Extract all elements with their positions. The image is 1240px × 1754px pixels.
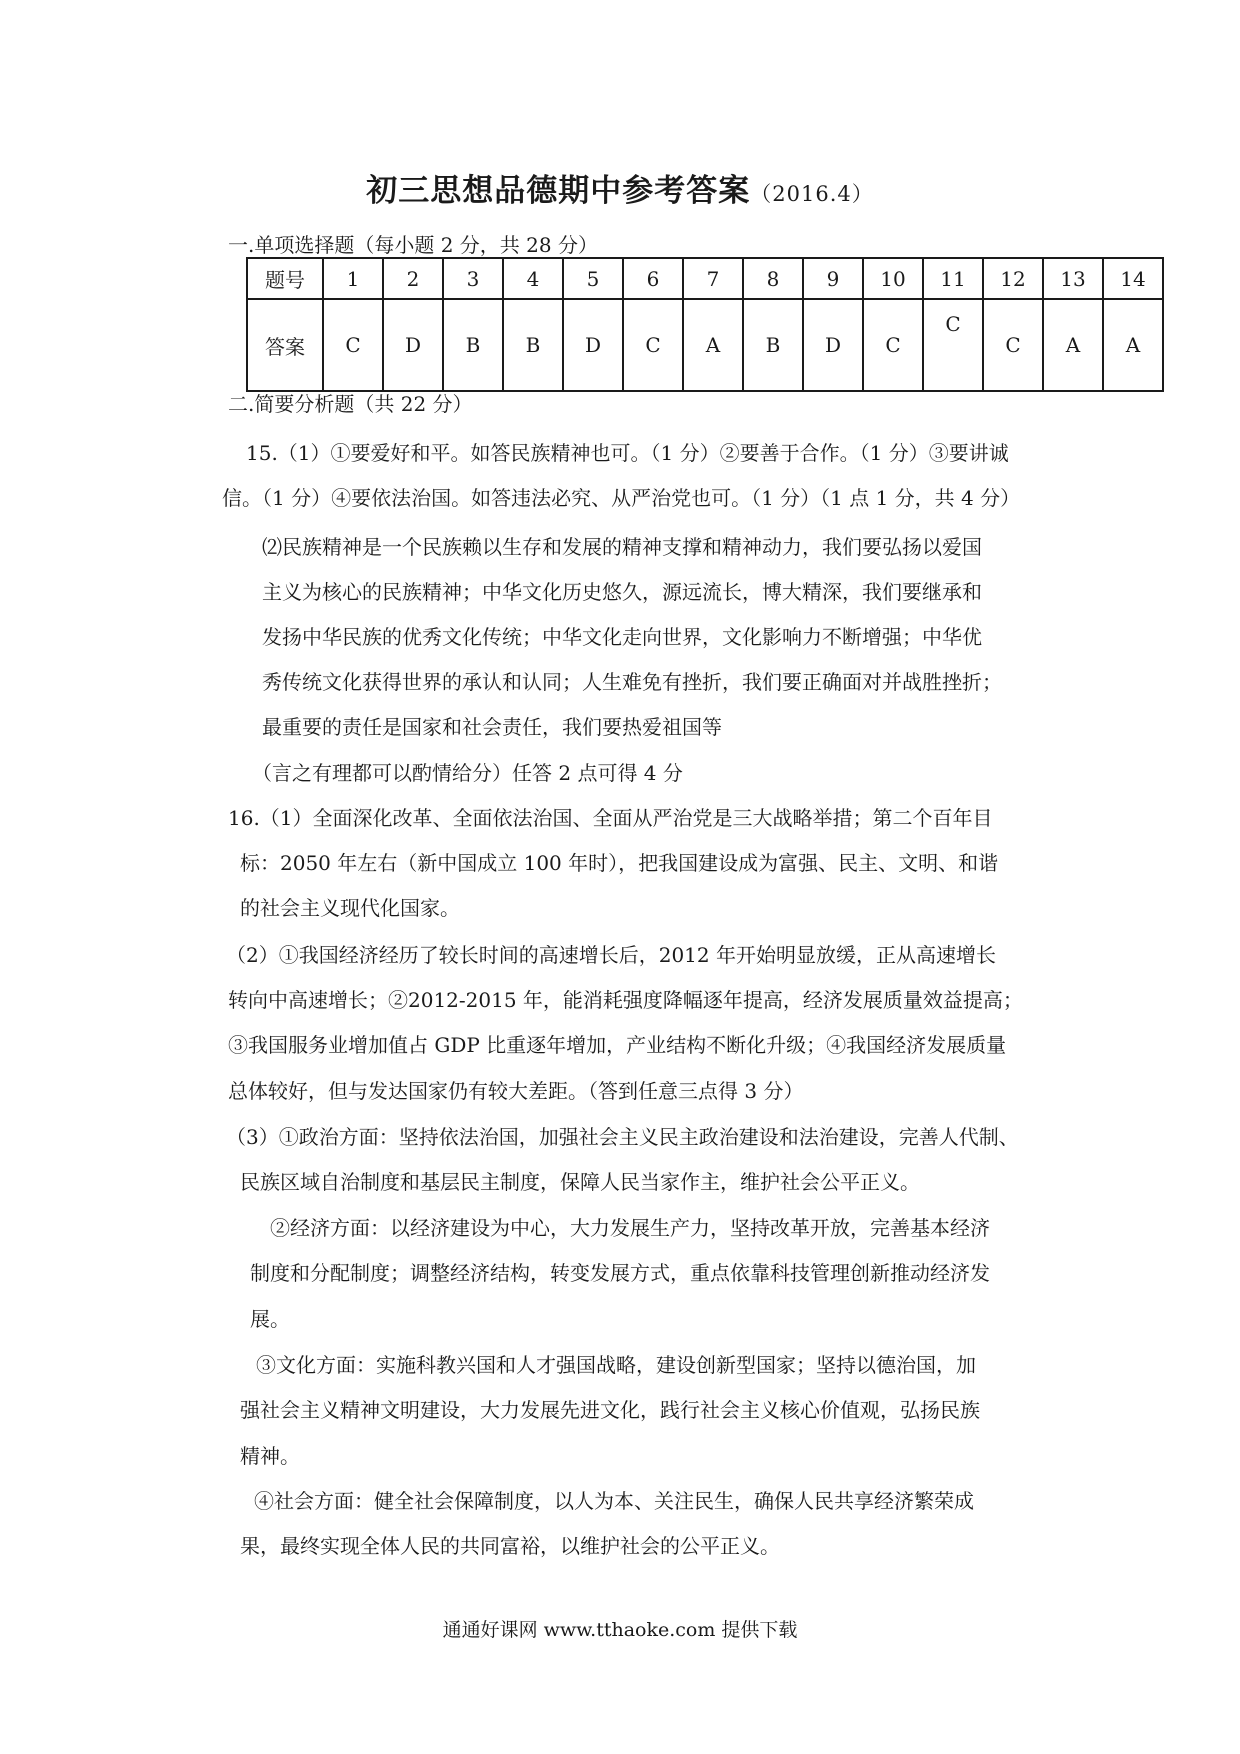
question-number: 3 [443, 258, 503, 299]
answer-cell: A [683, 299, 743, 391]
question-number: 10 [863, 258, 923, 299]
section1-heading: 一.单项选择题（每小题 2 分，共 28 分） [228, 233, 598, 257]
question-number: 2 [383, 258, 443, 299]
answer-line: 精神。 [240, 1444, 300, 1468]
question-number: 8 [743, 258, 803, 299]
answer-line: 展。 [250, 1307, 290, 1331]
answer-cell: B [443, 299, 503, 391]
row-label-question: 题号 [247, 258, 323, 299]
question-number: 1 [323, 258, 383, 299]
answer-cell: C [863, 299, 923, 391]
answer-cell: B [743, 299, 803, 391]
answer-line: （3）①政治方面：坚持依法治国，加强社会主义民主政治建设和法治建设，完善人代制、 [226, 1125, 1019, 1149]
answer-line: ③文化方面：实施科教兴国和人才强国战略，建设创新型国家；坚持以德治国，加 [256, 1353, 976, 1377]
question-number: 11 [923, 258, 983, 299]
answer-line: （言之有理都可以酌情给分）任答 2 点可得 4 分 [252, 761, 683, 785]
answer-line: 标：2050 年左右（新中国成立 100 年时），把我国建设成为富强、民主、文明、和谐 [240, 851, 999, 875]
answer-line: ③我国服务业增加值占 GDP 比重逐年增加，产业结构不断化升级；④我国经济发展质量 [228, 1033, 1007, 1057]
answer-line: 主义为核心的民族精神；中华文化历史悠久，源远流长，博大精深，我们要继承和 [262, 580, 982, 604]
footer-text: 通通好课网 www.tthaoke.com 提供下载 [442, 1619, 798, 1641]
question-number: 14 [1103, 258, 1163, 299]
title-date: （2016.4） [750, 182, 874, 206]
answer-cell: A [1103, 299, 1163, 391]
question-number: 4 [503, 258, 563, 299]
answer-line: 果，最终实现全体人民的共同富裕，以维护社会的公平正义。 [240, 1534, 780, 1558]
answer-cell: B [503, 299, 563, 391]
answer-cell: C [923, 299, 983, 391]
page-title [0, 165, 1240, 210]
answer-line: ②经济方面：以经济建设为中心，大力发展生产力，坚持改革开放，完善基本经济 [270, 1216, 990, 1240]
title-main: 初三思想品德期中参考答案 [366, 173, 751, 209]
answer-line: 民族区域自治制度和基层民主制度，保障人民当家作主，维护社会公平正义。 [240, 1170, 920, 1194]
question-number: 5 [563, 258, 623, 299]
answer-cell: A [1043, 299, 1103, 391]
answer-line: 15.（1）①要爱好和平。如答民族精神也可。（1 分）②要善于合作。（1 分）③要讲诚 [246, 441, 1009, 465]
answer-cell: C [323, 299, 383, 391]
answer-line: 秀传统文化获得世界的承认和认同；人生难免有挫折，我们要正确面对并战胜挫折； [262, 670, 1002, 694]
answer-cell: D [383, 299, 443, 391]
table-row-answers [247, 299, 1163, 391]
answer-line: 的社会主义现代化国家。 [240, 896, 460, 920]
answer-line: 总体较好，但与发达国家仍有较大差距。（答到任意三点得 3 分） [228, 1079, 804, 1103]
answer-line: 信。（1 分）④要依法治国。如答违法必究、从严治党也可。（1 分）（1 点 1 分，共 4 分） [222, 486, 1021, 510]
table-row-questions [247, 258, 1163, 299]
answer-cell: C [623, 299, 683, 391]
answer-line: （2）①我国经济经历了较长时间的高速增长后，2012 年开始明显放缓，正从高速增长 [226, 943, 996, 967]
answer-line: 强社会主义精神文明建设，大力发展先进文化，践行社会主义核心价值观，弘扬民族 [240, 1398, 980, 1422]
answer-line: ⑵民族精神是一个民族赖以生存和发展的精神支撑和精神动力，我们要弘扬以爱国 [262, 535, 982, 559]
question-number: 13 [1043, 258, 1103, 299]
answer-line: 16.（1）全面深化改革、全面依法治国、全面从严治党是三大战略举措；第二个百年目 [228, 806, 993, 830]
answer-cell: C [983, 299, 1043, 391]
question-number: 12 [983, 258, 1043, 299]
section2-heading: 二.简要分析题（共 22 分） [228, 392, 473, 416]
answer-cell: D [563, 299, 623, 391]
row-label-answer: 答案 [247, 299, 323, 391]
question-number: 9 [803, 258, 863, 299]
answer-line: 制度和分配制度；调整经济结构，转变发展方式，重点依靠科技管理创新推动经济发 [250, 1261, 990, 1285]
answer-line: 最重要的责任是国家和社会责任，我们要热爱祖国等 [262, 715, 722, 739]
answer-table [246, 257, 1164, 392]
answer-line: 发扬中华民族的优秀文化传统；中华文化走向世界，文化影响力不断增强；中华优 [262, 625, 982, 649]
answer-line: ④社会方面：健全社会保障制度，以人为本、关注民生，确保人民共享经济繁荣成 [254, 1489, 974, 1513]
question-number: 7 [683, 258, 743, 299]
question-number: 6 [623, 258, 683, 299]
answer-cell: D [803, 299, 863, 391]
answer-line: 转向中高速增长；②2012-2015 年，能消耗强度降幅逐年提高，经济发展质量效益提高； [228, 988, 1023, 1012]
